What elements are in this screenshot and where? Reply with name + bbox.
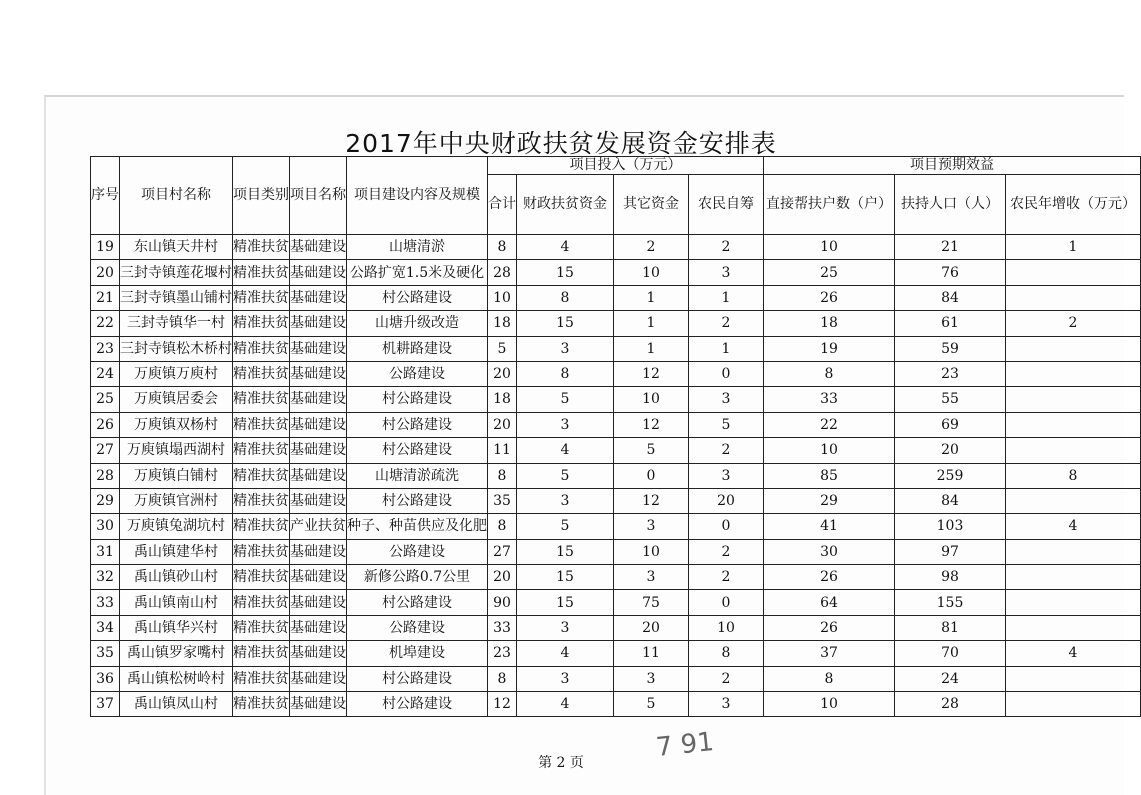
cell-people: 61 xyxy=(895,311,1006,336)
cell-people: 28 xyxy=(895,692,1006,717)
cell-total: 11 xyxy=(488,438,517,463)
cell-farmer: 2 xyxy=(689,235,764,260)
table-row xyxy=(91,539,1141,564)
cell-other: 3 xyxy=(614,514,689,539)
cell-total: 20 xyxy=(488,565,517,590)
cell-total: 18 xyxy=(488,387,517,412)
cell-other: 3 xyxy=(614,565,689,590)
cell-total: 5 xyxy=(488,336,517,361)
page-number: 第 2 页 xyxy=(538,755,584,771)
cell-seq: 26 xyxy=(91,412,120,437)
cell-fiscal: 15 xyxy=(517,311,614,336)
header-seq: 序号 xyxy=(91,157,120,235)
table-row xyxy=(91,666,1141,691)
cell-category: 精准扶贫 xyxy=(233,412,290,437)
table-row xyxy=(91,488,1141,513)
cell-households: 64 xyxy=(764,590,895,615)
cell-households: 26 xyxy=(764,565,895,590)
cell-households: 25 xyxy=(764,260,895,285)
cell-income xyxy=(1006,336,1141,361)
cell-income xyxy=(1006,387,1141,412)
cell-village: 禹山镇南山村 xyxy=(120,590,233,615)
cell-total: 10 xyxy=(488,285,517,310)
cell-project: 基础建设 xyxy=(290,336,347,361)
cell-income xyxy=(1006,565,1141,590)
cell-seq: 37 xyxy=(91,692,120,717)
cell-village: 万庾镇塌西湖村 xyxy=(120,438,233,463)
cell-fiscal: 4 xyxy=(517,438,614,463)
cell-project: 基础建设 xyxy=(290,539,347,564)
cell-households: 8 xyxy=(764,666,895,691)
cell-total: 27 xyxy=(488,539,517,564)
cell-people: 20 xyxy=(895,438,1006,463)
cell-village: 三封寺镇松木桥村 xyxy=(120,336,233,361)
cell-people: 55 xyxy=(895,387,1006,412)
cell-total: 90 xyxy=(488,590,517,615)
table-header xyxy=(91,157,1141,235)
cell-farmer: 0 xyxy=(689,590,764,615)
cell-total: 8 xyxy=(488,463,517,488)
cell-people: 81 xyxy=(895,615,1006,640)
cell-farmer: 10 xyxy=(689,615,764,640)
cell-total: 23 xyxy=(488,641,517,666)
cell-village: 万庾镇官洲村 xyxy=(120,488,233,513)
table-row xyxy=(91,235,1141,260)
cell-category: 精准扶贫 xyxy=(233,438,290,463)
cell-other: 5 xyxy=(614,692,689,717)
cell-fiscal: 3 xyxy=(517,488,614,513)
cell-seq: 32 xyxy=(91,565,120,590)
cell-village: 万庾镇居委会 xyxy=(120,387,233,412)
cell-project: 基础建设 xyxy=(290,412,347,437)
cell-farmer: 0 xyxy=(689,514,764,539)
cell-households: 19 xyxy=(764,336,895,361)
cell-project: 基础建设 xyxy=(290,387,347,412)
cell-people: 84 xyxy=(895,488,1006,513)
cell-income: 4 xyxy=(1006,641,1141,666)
cell-category: 精准扶贫 xyxy=(233,565,290,590)
cell-project: 基础建设 xyxy=(290,641,347,666)
cell-seq: 34 xyxy=(91,615,120,640)
cell-farmer: 5 xyxy=(689,412,764,437)
cell-fiscal: 3 xyxy=(517,336,614,361)
cell-seq: 27 xyxy=(91,438,120,463)
cell-households: 85 xyxy=(764,463,895,488)
cell-households: 10 xyxy=(764,235,895,260)
cell-seq: 24 xyxy=(91,361,120,386)
cell-content: 公路扩宽1.5米及硬化 xyxy=(347,260,488,285)
cell-people: 76 xyxy=(895,260,1006,285)
cell-households: 26 xyxy=(764,285,895,310)
cell-farmer: 2 xyxy=(689,438,764,463)
table-row xyxy=(91,361,1141,386)
cell-fiscal: 5 xyxy=(517,463,614,488)
cell-fiscal: 3 xyxy=(517,666,614,691)
cell-content: 村公路建设 xyxy=(347,412,488,437)
cell-fiscal: 8 xyxy=(517,361,614,386)
cell-fiscal: 15 xyxy=(517,539,614,564)
cell-category: 精准扶贫 xyxy=(233,590,290,615)
cell-category: 精准扶贫 xyxy=(233,361,290,386)
cell-village: 禹山镇砂山村 xyxy=(120,565,233,590)
cell-people: 84 xyxy=(895,285,1006,310)
cell-village: 禹山镇罗家嘴村 xyxy=(120,641,233,666)
cell-other: 75 xyxy=(614,590,689,615)
cell-other: 2 xyxy=(614,235,689,260)
table-row xyxy=(91,438,1141,463)
cell-total: 8 xyxy=(488,514,517,539)
cell-fiscal: 4 xyxy=(517,235,614,260)
table-row xyxy=(91,692,1141,717)
table-row xyxy=(91,260,1141,285)
cell-total: 28 xyxy=(488,260,517,285)
header-people: 扶持人口（人） xyxy=(895,175,1006,235)
cell-seq: 22 xyxy=(91,311,120,336)
cell-households: 37 xyxy=(764,641,895,666)
cell-seq: 33 xyxy=(91,590,120,615)
cell-content: 机埠建设 xyxy=(347,641,488,666)
cell-other: 10 xyxy=(614,260,689,285)
cell-farmer: 2 xyxy=(689,565,764,590)
handwritten-note: 7 91 xyxy=(654,727,716,763)
cell-project: 基础建设 xyxy=(290,311,347,336)
cell-category: 精准扶贫 xyxy=(233,260,290,285)
header-investment-group: 项目投入（万元） xyxy=(488,157,764,175)
cell-seq: 23 xyxy=(91,336,120,361)
cell-category: 精准扶贫 xyxy=(233,514,290,539)
cell-farmer: 2 xyxy=(689,311,764,336)
table-row xyxy=(91,514,1141,539)
cell-category: 精准扶贫 xyxy=(233,235,290,260)
cell-farmer: 0 xyxy=(689,361,764,386)
header-total: 合计 xyxy=(488,175,517,235)
cell-seq: 19 xyxy=(91,235,120,260)
cell-content: 山塘清淤 xyxy=(347,235,488,260)
cell-content: 公路建设 xyxy=(347,539,488,564)
cell-total: 33 xyxy=(488,615,517,640)
cell-project: 基础建设 xyxy=(290,565,347,590)
cell-people: 24 xyxy=(895,666,1006,691)
cell-other: 1 xyxy=(614,311,689,336)
funding-table xyxy=(90,156,1141,717)
cell-seq: 29 xyxy=(91,488,120,513)
header-farmer: 农民自筹 xyxy=(689,175,764,235)
cell-fiscal: 3 xyxy=(517,615,614,640)
cell-income: 8 xyxy=(1006,463,1141,488)
cell-village: 禹山镇松树岭村 xyxy=(120,666,233,691)
cell-village: 万庾镇万庾村 xyxy=(120,361,233,386)
table-row xyxy=(91,336,1141,361)
cell-farmer: 3 xyxy=(689,692,764,717)
cell-people: 59 xyxy=(895,336,1006,361)
cell-category: 精准扶贫 xyxy=(233,641,290,666)
cell-farmer: 1 xyxy=(689,336,764,361)
cell-people: 259 xyxy=(895,463,1006,488)
cell-other: 10 xyxy=(614,539,689,564)
cell-category: 精准扶贫 xyxy=(233,615,290,640)
cell-farmer: 1 xyxy=(689,285,764,310)
cell-project: 基础建设 xyxy=(290,590,347,615)
cell-households: 26 xyxy=(764,615,895,640)
cell-people: 103 xyxy=(895,514,1006,539)
cell-farmer: 3 xyxy=(689,260,764,285)
cell-other: 5 xyxy=(614,438,689,463)
cell-village: 东山镇天井村 xyxy=(120,235,233,260)
cell-content: 山塘清淤疏洗 xyxy=(347,463,488,488)
cell-people: 21 xyxy=(895,235,1006,260)
cell-income xyxy=(1006,488,1141,513)
cell-village: 禹山镇建华村 xyxy=(120,539,233,564)
cell-fiscal: 15 xyxy=(517,260,614,285)
cell-content: 机耕路建设 xyxy=(347,336,488,361)
header-benefit-group: 项目预期效益 xyxy=(764,157,1141,175)
cell-farmer: 2 xyxy=(689,666,764,691)
cell-project: 基础建设 xyxy=(290,260,347,285)
cell-village: 万庾镇双杨村 xyxy=(120,412,233,437)
header-fiscal: 财政扶贫资金 xyxy=(517,175,614,235)
cell-content: 公路建设 xyxy=(347,361,488,386)
cell-total: 8 xyxy=(488,666,517,691)
document-title: 2017年中央财政扶贫发展资金安排表 xyxy=(345,129,777,158)
cell-fiscal: 15 xyxy=(517,565,614,590)
cell-village: 三封寺镇莲花堰村 xyxy=(120,260,233,285)
cell-category: 精准扶贫 xyxy=(233,285,290,310)
cell-income xyxy=(1006,260,1141,285)
table-row xyxy=(91,590,1141,615)
cell-households: 29 xyxy=(764,488,895,513)
header-project: 项目名称 xyxy=(290,157,347,235)
cell-people: 98 xyxy=(895,565,1006,590)
cell-income xyxy=(1006,666,1141,691)
cell-project: 基础建设 xyxy=(290,285,347,310)
cell-other: 12 xyxy=(614,361,689,386)
cell-income xyxy=(1006,361,1141,386)
cell-content: 种子、种苗供应及化肥 xyxy=(347,514,488,539)
cell-village: 万庾镇兔湖坑村 xyxy=(120,514,233,539)
table-row xyxy=(91,641,1141,666)
cell-total: 20 xyxy=(488,361,517,386)
cell-people: 69 xyxy=(895,412,1006,437)
cell-project: 产业扶贫 xyxy=(290,514,347,539)
table-row xyxy=(91,463,1141,488)
cell-income xyxy=(1006,285,1141,310)
cell-people: 155 xyxy=(895,590,1006,615)
cell-content: 村公路建设 xyxy=(347,666,488,691)
cell-farmer: 3 xyxy=(689,387,764,412)
table-row xyxy=(91,412,1141,437)
table-row xyxy=(91,565,1141,590)
cell-project: 基础建设 xyxy=(290,463,347,488)
cell-seq: 35 xyxy=(91,641,120,666)
cell-other: 3 xyxy=(614,666,689,691)
cell-seq: 20 xyxy=(91,260,120,285)
cell-farmer: 20 xyxy=(689,488,764,513)
header-category: 项目类别 xyxy=(233,157,290,235)
cell-category: 精准扶贫 xyxy=(233,336,290,361)
cell-farmer: 8 xyxy=(689,641,764,666)
table-row xyxy=(91,615,1141,640)
cell-fiscal: 4 xyxy=(517,641,614,666)
cell-income xyxy=(1006,615,1141,640)
header-village: 项目村名称 xyxy=(120,157,233,235)
cell-content: 新修公路0.7公里 xyxy=(347,565,488,590)
cell-content: 村公路建设 xyxy=(347,488,488,513)
cell-content: 村公路建设 xyxy=(347,692,488,717)
cell-category: 精准扶贫 xyxy=(233,666,290,691)
cell-households: 18 xyxy=(764,311,895,336)
cell-total: 20 xyxy=(488,412,517,437)
header-content: 项目建设内容及规模 xyxy=(347,157,488,235)
cell-project: 基础建设 xyxy=(290,615,347,640)
cell-seq: 30 xyxy=(91,514,120,539)
cell-people: 23 xyxy=(895,361,1006,386)
table-row xyxy=(91,285,1141,310)
cell-village: 禹山镇凤山村 xyxy=(120,692,233,717)
cell-other: 11 xyxy=(614,641,689,666)
cell-project: 基础建设 xyxy=(290,692,347,717)
cell-households: 33 xyxy=(764,387,895,412)
cell-content: 村公路建设 xyxy=(347,438,488,463)
cell-income: 4 xyxy=(1006,514,1141,539)
cell-other: 1 xyxy=(614,336,689,361)
cell-project: 基础建设 xyxy=(290,438,347,463)
cell-project: 基础建设 xyxy=(290,488,347,513)
cell-households: 22 xyxy=(764,412,895,437)
cell-project: 基础建设 xyxy=(290,666,347,691)
cell-income xyxy=(1006,412,1141,437)
cell-other: 1 xyxy=(614,285,689,310)
cell-fiscal: 5 xyxy=(517,514,614,539)
cell-category: 精准扶贫 xyxy=(233,311,290,336)
cell-other: 20 xyxy=(614,615,689,640)
cell-income xyxy=(1006,438,1141,463)
cell-income: 1 xyxy=(1006,235,1141,260)
cell-households: 41 xyxy=(764,514,895,539)
cell-income: 2 xyxy=(1006,311,1141,336)
table-row xyxy=(91,311,1141,336)
cell-category: 精准扶贫 xyxy=(233,539,290,564)
cell-income xyxy=(1006,692,1141,717)
cell-fiscal: 4 xyxy=(517,692,614,717)
cell-content: 公路建设 xyxy=(347,615,488,640)
cell-project: 基础建设 xyxy=(290,235,347,260)
cell-seq: 36 xyxy=(91,666,120,691)
cell-people: 97 xyxy=(895,539,1006,564)
cell-fiscal: 5 xyxy=(517,387,614,412)
header-other: 其它资金 xyxy=(614,175,689,235)
table-body xyxy=(91,235,1141,717)
cell-seq: 31 xyxy=(91,539,120,564)
cell-content: 村公路建设 xyxy=(347,387,488,412)
table-row xyxy=(91,387,1141,412)
cell-other: 10 xyxy=(614,387,689,412)
cell-village: 万庾镇白铺村 xyxy=(120,463,233,488)
cell-village: 三封寺镇墨山铺村 xyxy=(120,285,233,310)
cell-other: 12 xyxy=(614,412,689,437)
cell-seq: 25 xyxy=(91,387,120,412)
cell-households: 10 xyxy=(764,692,895,717)
cell-fiscal: 8 xyxy=(517,285,614,310)
cell-content: 村公路建设 xyxy=(347,285,488,310)
cell-total: 8 xyxy=(488,235,517,260)
cell-category: 精准扶贫 xyxy=(233,387,290,412)
cell-category: 精准扶贫 xyxy=(233,692,290,717)
cell-total: 18 xyxy=(488,311,517,336)
cell-category: 精准扶贫 xyxy=(233,463,290,488)
cell-total: 12 xyxy=(488,692,517,717)
cell-households: 30 xyxy=(764,539,895,564)
cell-seq: 21 xyxy=(91,285,120,310)
cell-content: 村公路建设 xyxy=(347,590,488,615)
cell-total: 35 xyxy=(488,488,517,513)
cell-village: 三封寺镇华一村 xyxy=(120,311,233,336)
header-income: 农民年增收（万元） xyxy=(1006,175,1141,235)
cell-income xyxy=(1006,590,1141,615)
cell-farmer: 3 xyxy=(689,463,764,488)
cell-village: 禹山镇华兴村 xyxy=(120,615,233,640)
cell-households: 8 xyxy=(764,361,895,386)
cell-fiscal: 3 xyxy=(517,412,614,437)
cell-fiscal: 15 xyxy=(517,590,614,615)
cell-project: 基础建设 xyxy=(290,361,347,386)
header-households: 直接帮扶户数（户） xyxy=(764,175,895,235)
cell-seq: 28 xyxy=(91,463,120,488)
cell-income xyxy=(1006,539,1141,564)
cell-farmer: 2 xyxy=(689,539,764,564)
cell-other: 12 xyxy=(614,488,689,513)
cell-households: 10 xyxy=(764,438,895,463)
cell-category: 精准扶贫 xyxy=(233,488,290,513)
cell-other: 0 xyxy=(614,463,689,488)
cell-content: 山塘升级改造 xyxy=(347,311,488,336)
cell-people: 70 xyxy=(895,641,1006,666)
